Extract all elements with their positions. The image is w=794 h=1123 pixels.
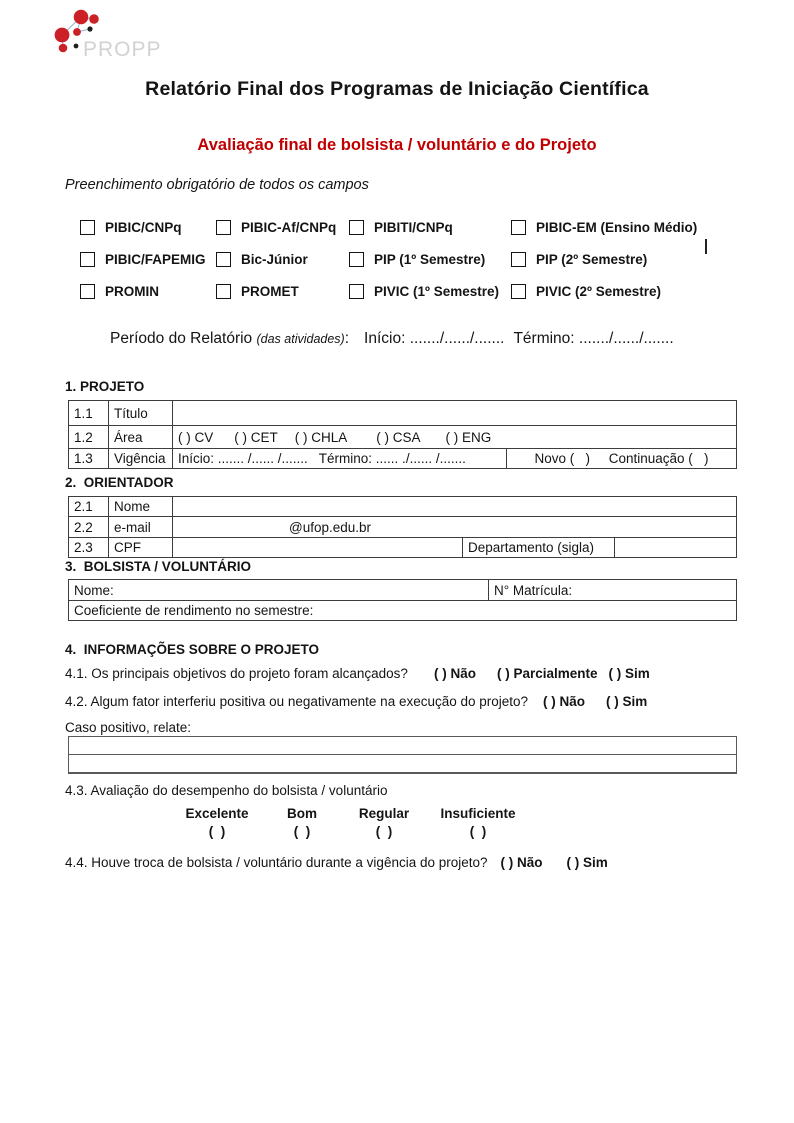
question-4-2 <box>65 694 647 709</box>
table-row <box>69 580 736 601</box>
option-sim[interactable]: ( ) Sim <box>566 855 608 870</box>
section-4-heading: 4. INFORMAÇÕES SOBRE O PROJETO <box>65 642 320 657</box>
option-nao[interactable]: ( ) Não <box>543 694 586 709</box>
text-cursor <box>705 239 707 254</box>
period-sublabel: (das atividades) <box>256 332 345 346</box>
area-options-cell <box>173 426 736 448</box>
program-label: PROMET <box>241 284 299 299</box>
relate-input-row[interactable] <box>69 737 736 755</box>
table-row <box>69 449 736 468</box>
question-4-1 <box>65 666 650 681</box>
period-inicio-field[interactable]: Início: ......./....../....... <box>364 330 505 347</box>
checkbox-icon[interactable] <box>80 252 95 267</box>
period-colon: : <box>344 330 350 347</box>
rating-label: Insuficiente <box>440 806 516 821</box>
row-label: Título <box>109 401 173 425</box>
program-label: PIBITI/CNPq <box>374 220 453 235</box>
section-1-heading: 1. PROJETO <box>65 379 145 394</box>
option-eng[interactable]: ( ) ENG <box>445 429 492 445</box>
row-label: Nome <box>109 497 173 516</box>
rating-mark[interactable]: ( ) <box>293 824 311 839</box>
mandatory-note: Preenchimento obrigatório de todos os campos <box>65 177 369 193</box>
novo-continuacao-options[interactable]: Novo ( ) Continuação ( ) <box>534 451 709 466</box>
row-label: CPF <box>109 538 173 557</box>
program-item-pip-2sem[interactable] <box>511 251 647 268</box>
checkbox-icon[interactable] <box>80 220 95 235</box>
relate-input-cell[interactable] <box>69 755 736 772</box>
table-row <box>69 601 736 620</box>
program-label: PIBIC/FAPEMIG <box>105 252 206 267</box>
program-label: PIBIC-EM (Ensino Médio) <box>536 220 698 235</box>
checkbox-icon[interactable] <box>511 284 526 299</box>
relate-table <box>68 736 737 774</box>
orientador-table <box>68 496 737 558</box>
departamento-label-cell: Departamento (sigla) <box>463 538 615 557</box>
rating-label: Excelente <box>185 806 249 821</box>
program-label: PIP (2º Semestre) <box>536 252 648 267</box>
section-2-heading: 2. ORIENTADOR <box>65 475 174 490</box>
program-item-promet[interactable] <box>216 283 299 300</box>
table-row <box>69 538 736 557</box>
row-number: 2.3 <box>69 538 109 557</box>
propp-logo-text: PROPP <box>83 38 162 61</box>
rating-mark[interactable]: ( ) <box>375 824 393 839</box>
rating-mark[interactable]: ( ) <box>469 824 487 839</box>
row-number: 1.2 <box>69 426 109 448</box>
checkbox-icon[interactable] <box>349 220 364 235</box>
program-item-pibic-em[interactable] <box>511 219 697 236</box>
option-nao[interactable]: ( ) Não <box>433 666 476 681</box>
program-item-bic-junior[interactable] <box>216 251 308 268</box>
checkbox-icon[interactable] <box>216 252 231 267</box>
titulo-input-cell[interactable] <box>173 401 736 425</box>
option-parcialmente[interactable]: ( ) Parcialmente <box>496 666 598 681</box>
program-item-pibic-af-cnpq[interactable] <box>216 219 336 236</box>
row-number: 2.1 <box>69 497 109 516</box>
program-label: PIVIC (2º Semestre) <box>536 284 661 299</box>
checkbox-icon[interactable] <box>349 252 364 267</box>
rating-label: Bom <box>287 806 317 821</box>
option-sim[interactable]: ( ) Sim <box>608 666 650 681</box>
program-label: PIVIC (1º Semestre) <box>374 284 499 299</box>
report-period-line <box>110 330 674 348</box>
caso-positivo-label: Caso positivo, relate: <box>65 720 192 735</box>
vigencia-dates-field[interactable]: Início: ....... /...... /....... Término: ...... ./...... /....... <box>173 449 507 468</box>
program-label: PROMIN <box>105 284 159 299</box>
checkbox-icon[interactable] <box>511 220 526 235</box>
section-3-heading: 3. BOLSISTA / VOLUNTÁRIO <box>65 559 252 574</box>
page-title: Relatório Final dos Programas de Iniciação Científica <box>145 78 649 100</box>
matricula-field[interactable]: N° Matrícula: <box>494 582 573 598</box>
program-label: PIBIC/CNPq <box>105 220 182 235</box>
row-number: 1.3 <box>69 449 109 468</box>
nome-input-cell[interactable] <box>173 497 736 516</box>
program-label: PIBIC-Af/CNPq <box>241 220 337 235</box>
rating-label: Regular <box>358 806 410 821</box>
departamento-input-cell[interactable] <box>615 538 736 557</box>
program-label: PIP (1º Semestre) <box>374 252 486 267</box>
program-item-pibiti-cnpq[interactable] <box>349 219 453 236</box>
bolsista-table <box>68 579 737 621</box>
program-item-pibic-fapemig[interactable] <box>80 251 206 268</box>
question-4-3: 4.3. Avaliação do desempenho do bolsista / voluntário <box>65 783 388 798</box>
program-item-promin[interactable] <box>80 283 159 300</box>
projeto-table <box>68 400 737 469</box>
checkbox-icon[interactable] <box>216 220 231 235</box>
propp-network-icon <box>50 6 220 66</box>
option-cv[interactable]: ( ) CV <box>178 429 214 445</box>
table-row <box>69 426 736 449</box>
program-item-pivic-1sem[interactable] <box>349 283 499 300</box>
rating-insuficiente <box>413 806 543 839</box>
program-item-pivic-2sem[interactable] <box>511 283 661 300</box>
period-label: Período do Relatório <box>110 330 257 347</box>
question-text: 4.4. Houve troca de bolsista / voluntário durante a vigência do projeto? <box>65 855 488 870</box>
option-cet[interactable]: ( ) CET <box>234 429 278 445</box>
option-nao[interactable]: ( ) Não <box>500 855 543 870</box>
email-input-cell[interactable]: @ufop.edu.br <box>289 519 372 535</box>
checkbox-icon[interactable] <box>349 284 364 299</box>
checkbox-icon[interactable] <box>511 252 526 267</box>
table-row <box>69 401 736 426</box>
table-row <box>69 517 736 538</box>
question-text: 4.1. Os principais objetivos do projeto foram alcançados? <box>65 666 408 681</box>
row-label: Área <box>109 426 173 448</box>
option-chla[interactable]: ( ) CHLA <box>294 429 348 445</box>
rating-mark[interactable]: ( ) <box>208 824 226 839</box>
option-sim[interactable]: ( ) Sim <box>606 694 648 709</box>
relate-input-row[interactable] <box>69 755 736 773</box>
bolsista-nome-field[interactable]: Nome: <box>69 580 489 600</box>
propp-logo <box>50 6 220 66</box>
program-item-pip-1sem[interactable] <box>349 251 485 268</box>
option-csa[interactable]: ( ) CSA <box>376 429 421 445</box>
row-label: Vigência <box>109 449 173 468</box>
relate-input-cell[interactable] <box>69 737 736 754</box>
table-row <box>69 497 736 517</box>
row-label: e-mail <box>109 517 173 537</box>
row-number: 1.1 <box>69 401 109 425</box>
page-subtitle: Avaliação final de bolsista / voluntário e do Projeto <box>197 136 597 154</box>
program-label: Bic-Júnior <box>241 252 308 267</box>
checkbox-icon[interactable] <box>216 284 231 299</box>
program-item-pibic-cnpq[interactable] <box>80 219 182 236</box>
cpf-input-cell[interactable] <box>173 538 463 557</box>
coeficiente-field[interactable]: Coeficiente de rendimento no semestre: <box>74 603 314 618</box>
question-4-4 <box>65 855 608 870</box>
checkbox-icon[interactable] <box>80 284 95 299</box>
row-number: 2.2 <box>69 517 109 537</box>
question-text: 4.2. Algum fator interferiu positiva ou negativamente na execução do projeto? <box>65 694 529 709</box>
period-termino-field[interactable]: Término: ......./....../....... <box>513 330 674 347</box>
